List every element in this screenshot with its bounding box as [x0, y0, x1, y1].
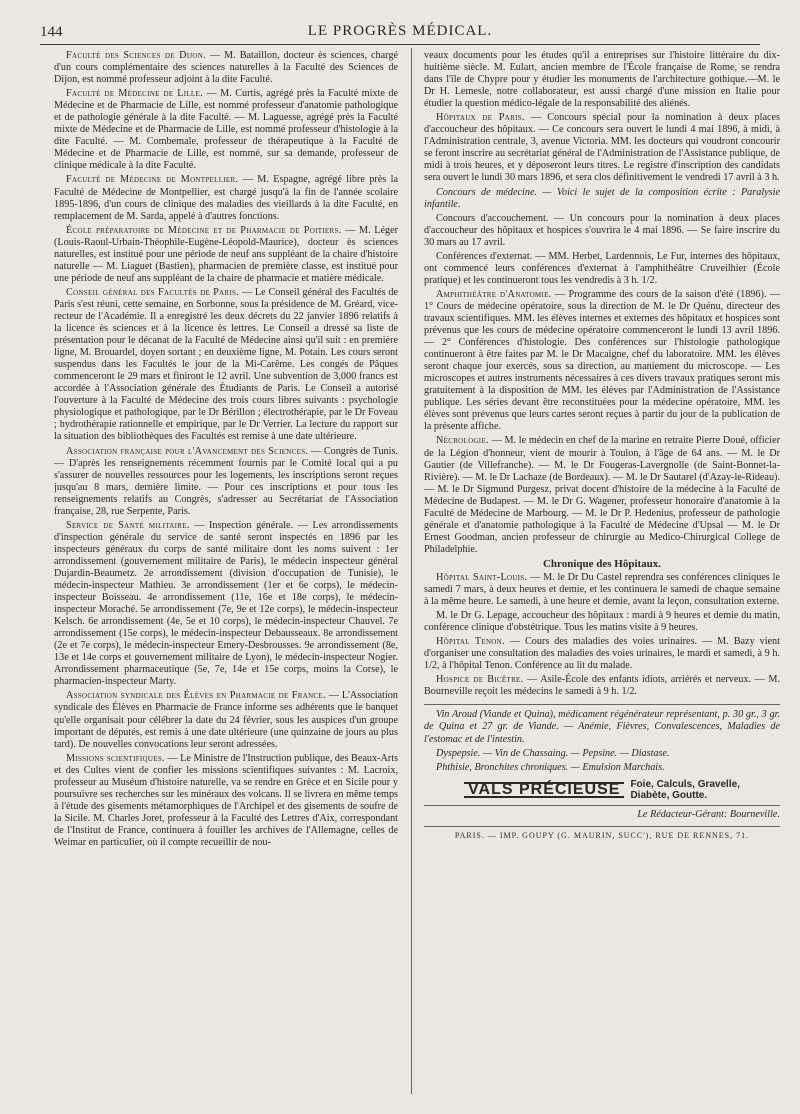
item-heading: Faculté des Sciences de Dijon. — [66, 50, 206, 61]
section-heading-chronique: Chronique des Hôpitaux. — [542, 557, 662, 570]
news-item — [424, 289, 780, 434]
news-item — [54, 690, 398, 750]
advert-vin-aroud: Vin Aroud (Viande et Quina), médicament régénérateur représentant, p. 30 gr., 3 gr. de Quina et 27 gr. de Viande. — Anémie, Fièvres, Convalescences, Maladies de l'estomac et de l'intestin. — [424, 704, 780, 745]
item-body: — Concours spécial pour la nomination à deux places d'accoucheur des hôpitaux. — Ce concours sera ouvert le lundi 4 mai 1896, à midi, à l'Administration centrale, 3, avenue Victoria. MM. les docteurs qui voudront concourir se feront inscrire au secrétariat général de l'Administration de l'Assistance publique, de midi à trois heures, et y déposeront leurs titres. Le registre d'inscription des candidats sera ouvert le lundi 30 mars 1896, et sera clos définitivement le vendredi 17 avril à 3 h. — [424, 112, 780, 184]
news-item — [424, 50, 780, 110]
item-body: — Inspection générale. — Les arrondissements d'inspection générale du service de santé seront inspectés en 1896 par les inspecteurs généraux du corps de santé militaire dont les noms suivent : 1er arrondissement (gouvernement militaire de Paris), le médecin inspecteur général Dujardin-Beaumetz. 2e arrondissement (division d'occupation de Tunisie), le médecin-inspecteur Mathieu. 3e arrondissement (1er et 6e corps), le médecin-inspecteur Boisseau. 4e arrondissement (11e, 16e et 18e corps), le médecin-inspecteur Moraché. 5e arrondissement (7e, 9e et 12e corps), le médecin-inspecteur Kelsch. 6e arrondissement (4e, 5e et 10 corps), le médecin-inspecteur Chauvel. 7e arrondissement (15e corps), le médecin-inspecteur Debausseaux. 8e arrondissement (2e et 7e corps), le médecin-inspecteur Emery-Desbrousses. 9e arrondissement (8e, 13e et 14e corps et gouvernement militaire de Lyon), le médecin-inspecteur Nogier. Arrondissement pharmaceutique (5e, 7e, 14e et 15e corps, moins la Corse), le pharmacien-inspecteur Marty. — [54, 519, 398, 688]
item-body: — M. Léger (Louis-Raoul-Urbain-Théophile-Eugène-Léopold-Maurice), docteur ès sciences naturelles, est institué pour une période de neuf ans suppléant de la chaire d'histoire naturelle — M. Liaguet (Bastien), pharmacien de première classe, est institué pour une période de neuf ans suppléant de la chaire de pharmacie et matière médicale. — [54, 224, 398, 284]
news-item — [54, 446, 398, 518]
news-item — [424, 251, 780, 287]
news-item — [424, 674, 780, 698]
vals-line-2: Diabète, Goutte. — [630, 789, 708, 801]
news-item — [424, 213, 780, 249]
right-column — [424, 50, 780, 1092]
item-heading: Association française pour l'Avancement des Sciences. — [66, 445, 309, 457]
item-body: — L'Association syndicale des Élèves en Pharmacie de France informe ses adhérents que le banquet qu'elle organisait pour célébrer la date du 24 février, sous les auspices d'un groupe important de députés, est remis à une date ultérieure (une quinzaine de jours au plus tard). De nouvelles convocations leur seront adressées. — [54, 690, 398, 750]
item-heading: Nécrologie. — [436, 435, 489, 447]
item-heading: Service de Santé militaire. — [66, 519, 190, 531]
column-divider — [411, 48, 412, 1094]
page-header — [40, 20, 760, 45]
news-item — [54, 225, 398, 285]
news-item — [424, 572, 780, 608]
news-item — [54, 520, 398, 689]
news-item — [54, 50, 398, 86]
item-heading: Faculté de Médecine de Lille. — [66, 88, 203, 100]
item-body: — Programme des cours de la saison d'été (1896). — 1° Cours de médecine opératoire, sous la direction de M. le Dr Quénu, directeur des travaux scientifiques. MM. les élèves internes et externes des hôpitaux et hospices sont prévenus que les cours de médecine opératoire commenceront le lundi 13 avril 1896. — 2° Conférences d'histologie. Des conférences sur l'histologie pathologique continueront à être faites par M. le Dr Macaigne, chef du laboratoire. MM. les élèves seront chaque jour exercés, sous sa direction, au maniement du microscope. — Les microscopes et autres instruments nécessaires à ces divers travaux pratiques seront mis gratuitement à la disposition de MM. les élèves par l'Administration de l'Assistance publique. Les séries devant être reconstituées pour la médecine opératoire, MM. les élèves sont prévenus que leurs cartes seront reçues à partir du jour de la publication de la présente affiche. — [424, 288, 780, 433]
news-item — [424, 610, 780, 634]
item-heading: Association syndicale des Élèves en Pharmacie de France. — [66, 690, 326, 702]
item-heading: Hôpital Tenon. — [436, 636, 505, 648]
item-heading: École préparatoire de Médecine et de Pharmacie de Poitiers. — [66, 224, 342, 236]
item-body: — Le Conseil général des Facultés de Paris s'est réuni, cette semaine, en Sorbonne, sous la présidence de M. Gréard, vice-recteur de l'Académie. Il a enregistré les deux décrets du 22 janvier 1896 relatifs à la licence ès sciences et à la licence ès lettres. Le Conseil a dressé sa liste de présentation pour le décanat de la Faculté de Médecine ainsi qu'il suit : en première ligne, M. Brouardel, doyen sortant ; en deuxième ligne, M. Potain. Les cours seront suspendus dans les Facultés le jour de la Mi-Carême. Les congés de Pâques commenceront le 29 mars et finiront le 12 avril. Une subvention de 3,000 francs est accordée à l'Association générale des Étudiants de Paris. Le Conseil a autorisé l'ouverture à la Faculté de Médecine des trois cours libres suivants : psychologie physiologique et pathologique, par le Dr Bérillon ; électrothérapie, par le Dr Foveau ; hydrothérapie rationnelle et empirique, par le Dr Verrier. La lecture du rapport sur la situation des bibliothèques des Facultés est remise à une date ultérieure. — [54, 286, 398, 443]
editor-signature: Le Rédacteur-Gérant: Bourneville. — [424, 805, 780, 821]
item-body: — M. Bataillon, docteur ès sciences, chargé d'un cours complémentaire des sciences naturelles à la Faculté des Sciences de Dijon, est nommé professeur adjoint à la dite Faculté. — [54, 50, 398, 86]
item-body: Concours de médecine. — Voici le sujet de la composition écrite : Paralysie infantile. — [424, 186, 780, 210]
news-item — [424, 187, 780, 211]
item-heading: Faculté de Médecine de Montpellier. — [66, 174, 239, 186]
item-body: veaux documents pour les études qu'il a entreprises sur l'histoire littéraire du dix-huitième siècle. M. Eulart, ancien membre de l'École française de Rome, se rendra dans l'île de Chypre pour y étudier les monuments de l'architecture gothique.—M. le Dr H. Lemesle, notre collaborateur, est aussi chargé d'une mission en Italie pour étudier la question médico-légale de la responsabilité des aliénés. — [424, 50, 780, 110]
item-body: — Asile-École des enfants idiots, arriérés et nerveux. — M. Bourneville reçoit les médecins le samedi à 9 h. 1/2. — [424, 674, 780, 698]
news-item — [424, 112, 780, 184]
item-body: Conférences d'externat. — MM. Herbet, Lardennois, Le Fur, internes des hôpitaux, ont commencé leurs conférences d'externat à l'amphithéâtre Cruveilhier (École pratique) et les continueront tous les vendredis à 3 h. 1/2. — [424, 250, 780, 286]
vals-indications — [630, 779, 740, 801]
vals-line-1: Foie, Calculs, Gravelle, — [630, 778, 740, 790]
advert-vals — [424, 779, 780, 801]
item-body: — M. le médecin en chef de la marine en retraite Pierre Doué, officier de la Légion d'honneur, vient de mourir à Toulon, à l'âge de 64 ans. — M. le Dr Gautier (de Villefranche). — M. le Dr Fougeras-Lavergnolle (de Saint-Bonnet-la-Rivière). — M. le Dr Lachaze (de Bordeaux). — M. le Dr Sautarel (d'Azay-le-Rideau). — M. le Dr Sigmund Purgesz, privat docent d'histoire de la médecine à la Faculté de Médecine de Budapest. — M. le Dr G. Wagener, professeur honoraire d'anatomie à la Faculté de Médecine de Marbourg. — M. le Dr P. Hedenius, professeur de pathologie générale et d'anatomie pathologique à la Faculté de Médecine d'Upsal — M. le Dr Ernest Goodman, ancien professeur de chirurgie au Medico-Chirurgical College de Philadelphie. — [424, 435, 780, 555]
left-column — [54, 50, 398, 1092]
item-heading: Amphithéâtre d'Anatomie. — [436, 288, 552, 300]
advert-dyspepsie: Dyspepsie. — Vin de Chassaing. — Pepsine. — Diastase. — [436, 747, 670, 759]
news-item — [54, 287, 398, 444]
item-heading: Hôpitaux de Paris. — [436, 112, 525, 124]
news-item — [424, 636, 780, 672]
item-body: — Le Ministre de l'Instruction publique, des Beaux-Arts et des Cultes vient de confier les missions scientifiques suivantes : M. Lacroix, professeur au Muséum d'histoire naturelle, va se rendre en Grèce et en Sicile pour y poursuivre ses recherches sur les minéraux des volcans. Il se livrera en même temps à l'étude des gisements métamorphiques de l'Archipel et des gisements de soufre de la Sicile. M. Charles Joret, professeur à la Faculté des Lettres d'Aix, correspondant de l'Institut de France, continuera à fouiller les archives de l'Allemagne, celles de Weimar en particulier, où il compte recueillir de nou- — [54, 752, 398, 848]
item-body: — Congrès de Tunis. — D'après les renseignements récemment fournis par le Comité local qui a pu s'assurer de nouvelles ressources pour les logements, les inscriptions seront reçues jusqu'au 8 mars, dernière limite. — Pour ces inscriptions et pour tous les renseignements relatifs au Congrès, s'adresser au Secrétariat de l'Association française, 28, rue Serpente, Paris. — [54, 445, 398, 517]
item-body: Concours d'accouchement. — Un concours pour la nomination à deux places d'accoucheur des hôpitaux et hospices s'ouvrira le 4 mai 1896. — Se faire inscrire du 30 mars au 17 avril. — [424, 212, 780, 248]
printer-imprint: PARIS. — IMP. GOUPY (G. MAURIN, SUCC'), RUE DE RENNES, 71. — [424, 826, 780, 842]
news-item — [424, 435, 780, 555]
advert-phthisie: Phthisie, Bronchites chroniques. — Emulsion Marchais. — [436, 761, 665, 773]
item-body: — M. Curtis, agrégé près la Faculté mixte de Médecine et de Pharmacie de Lille, est nommé professeur d'anatomie pathologique et de pathologie générale à la dite Faculté. — M. Laguesse, agrégé près la Faculté mixte de Médecine et de Pharmacie de Lille, est nommé professeur d'histologie à la dite Faculté. — M. Combemale, professeur de thérapeutique à la Faculté de Médecine et de Pharmacie de Lille, est nommé, sur sa demande, professeur de clinique médicale à la dite Faculté. — [54, 88, 398, 172]
item-heading: Hôpital Saint-Louis. — [436, 571, 528, 583]
news-item — [54, 753, 398, 849]
item-heading: Conseil général des Facultés de Paris. — [66, 286, 240, 298]
item-body: — Cours des maladies des voies urinaires. — M. Bazy vient d'organiser une consultation des maladies des voies urinaires, le mardi et samedi, à 9 h. 1/2, à l'hôpital Tenon. Conférence au lit du malade. — [424, 636, 780, 672]
journal-title: LE PROGRÈS MÉDICAL. — [307, 23, 493, 39]
item-heading: Hospice de Bicêtre. — [436, 674, 524, 686]
news-item — [54, 174, 398, 222]
item-body: — M. Espagne, agrégé libre près la Faculté de Médecine de Montpellier, est chargé jusqu'à la fin de l'année scolaire 1895-1896, d'un cours de clinique des maladies des vieillards à la dite Faculté, en remplacement de M. Sarda, appelé à d'autres fonctions. — [54, 174, 398, 222]
item-heading: Missions scientifiques. — [66, 752, 165, 764]
item-body: M. le Dr G. Lepage, accoucheur des hôpitaux : mardi à 9 heures et demie du matin, conférence clinique d'obstétrique. Tous les matins visite à 9 heures. — [424, 610, 780, 634]
vals-brand: VALS PRÉCIEUSE — [464, 782, 624, 798]
news-item — [54, 88, 398, 172]
page-number: 144 — [40, 24, 63, 40]
item-body: — M. le Dr Du Castel reprendra ses conférences cliniques le samedi 7 mars, à deux heures et demie, et les continuera le samedi de chaque semaine à la même heure. Le samedi, à une heure et demie, avant la leçon, consultation externe. — [424, 571, 780, 608]
